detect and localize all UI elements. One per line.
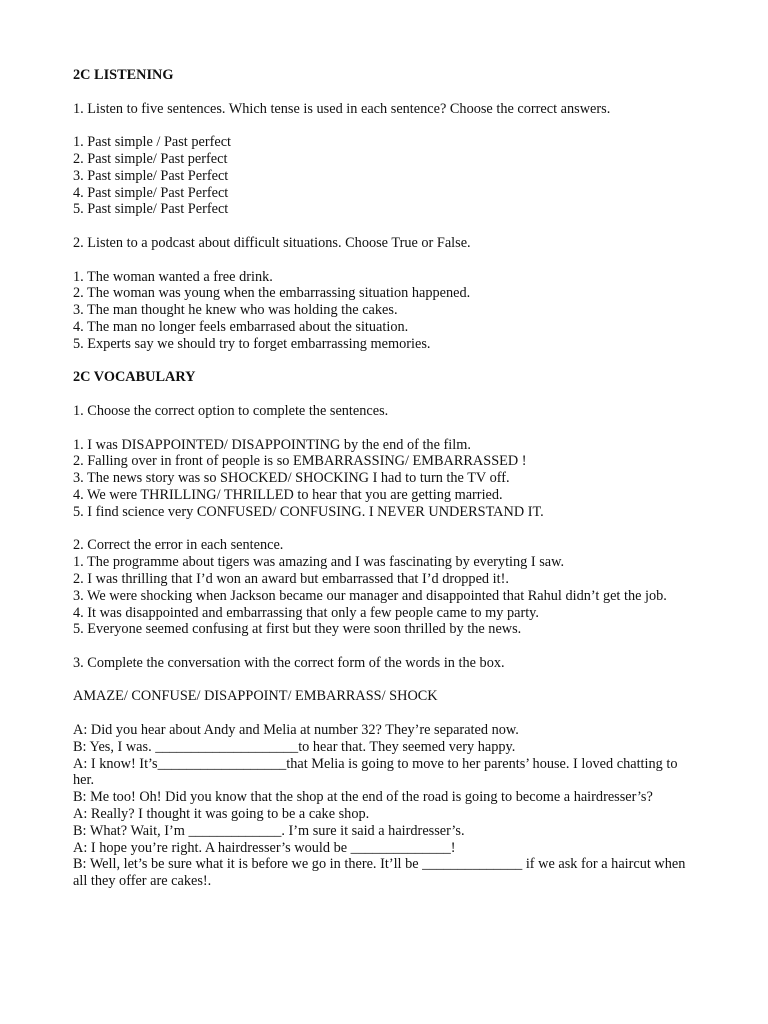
vocabulary-task1-list bbox=[73, 437, 698, 521]
list-item: 2. The woman was young when the embarrassing situation happened. bbox=[73, 285, 471, 302]
list-item: 4. Past simple/ Past Perfect bbox=[73, 184, 229, 201]
list-item: 4. It was disappointed and embarrassing that only a few people came to my party. bbox=[73, 604, 539, 621]
vocabulary-heading: 2C VOCABULARY bbox=[73, 369, 196, 386]
vocabulary-task3-instruction: 3. Complete the conversation with the correct form of the words in the box. bbox=[73, 654, 505, 671]
listening-task2-list bbox=[73, 269, 698, 353]
list-item: 1. The programme about tigers was amazing and I was fascinating by everyting I saw. bbox=[73, 554, 565, 571]
vocabulary-task2-list bbox=[73, 554, 698, 638]
list-item: 2. Falling over in front of people is so EMBARRASSING/ EMBARRASSED ! bbox=[73, 453, 527, 470]
word-box: AMAZE/ CONFUSE/ DISAPPOINT/ EMBARRASS/ SHOCK bbox=[73, 688, 438, 705]
list-item: 3. The man thought he knew who was holding the cakes. bbox=[73, 302, 398, 319]
listening-task1-list bbox=[73, 134, 698, 218]
list-item: 4. We were THRILLING/ THRILLED to hear that you are getting married. bbox=[73, 486, 503, 503]
list-item: 2. Past simple/ Past perfect bbox=[73, 150, 228, 167]
list-item: 4. The man no longer feels embarrased about the situation. bbox=[73, 318, 409, 335]
list-item: 5. Experts say we should try to forget embarrassing memories. bbox=[73, 335, 431, 352]
vocabulary-task1-instruction: 1. Choose the correct option to complete the sentences. bbox=[73, 402, 389, 419]
dialogue-line: A: I hope you’re right. A hairdresser’s would be ______________! bbox=[73, 839, 456, 856]
list-item: 3. We were shocking when Jackson became our manager and disappointed that Rahul didn’t get the job. bbox=[73, 587, 667, 604]
list-item: 3. The news story was so SHOCKED/ SHOCKING I had to turn the TV off. bbox=[73, 470, 510, 487]
listening-task2-instruction: 2. Listen to a podcast about difficult situations. Choose True or False. bbox=[73, 234, 471, 251]
listening-heading: 2C LISTENING bbox=[73, 67, 174, 83]
list-item: 1. The woman wanted a free drink. bbox=[73, 268, 273, 285]
list-item: 2. I was thrilling that I’d won an award but embarrassed that I’d dropped it!. bbox=[73, 570, 509, 587]
dialogue-line: B: Well, let’s be sure what it is before we go in there. It’ll be ______________ if we ask for a haircut when all they offer are cakes!. bbox=[73, 856, 689, 890]
list-item: 1. Past simple / Past perfect bbox=[73, 134, 232, 151]
list-item: 5. Past simple/ Past Perfect bbox=[73, 201, 229, 218]
dialogue-line: A: Really? I thought it was going to be a cake shop. bbox=[73, 806, 370, 823]
listening-task1-instruction: 1. Listen to five sentences. Which tense is used in each sentence? Choose the correct answers. bbox=[73, 100, 611, 117]
dialogue-line: B: What? Wait, I’m _____________. I’m sure it said a hairdresser’s. bbox=[73, 822, 465, 839]
list-item: 3. Past simple/ Past Perfect bbox=[73, 167, 229, 184]
list-item: 5. Everyone seemed confusing at first but they were soon thrilled by the news. bbox=[73, 621, 522, 638]
dialogue-line: A: I know! It’s__________________that Melia is going to move to her parents’ house. I loved chatting to her. bbox=[73, 755, 682, 789]
list-item: 5. I find science very CONFUSED/ CONFUSING. I NEVER UNDERSTAND IT. bbox=[73, 503, 544, 520]
dialogue-line: A: Did you hear about Andy and Melia at number 32? They’re separated now. bbox=[73, 722, 519, 739]
vocabulary-task2-instruction: 2. Correct the error in each sentence. bbox=[73, 537, 284, 554]
list-item: 1. I was DISAPPOINTED/ DISAPPOINTING by the end of the film. bbox=[73, 436, 471, 453]
worksheet-page bbox=[73, 67, 698, 890]
dialogue-line: B: Yes, I was. ____________________to hear that. They seemed very happy. bbox=[73, 738, 516, 755]
conversation bbox=[73, 722, 698, 890]
dialogue-line: B: Me too! Oh! Did you know that the shop at the end of the road is going to become a hairdresser’s? bbox=[73, 789, 653, 806]
